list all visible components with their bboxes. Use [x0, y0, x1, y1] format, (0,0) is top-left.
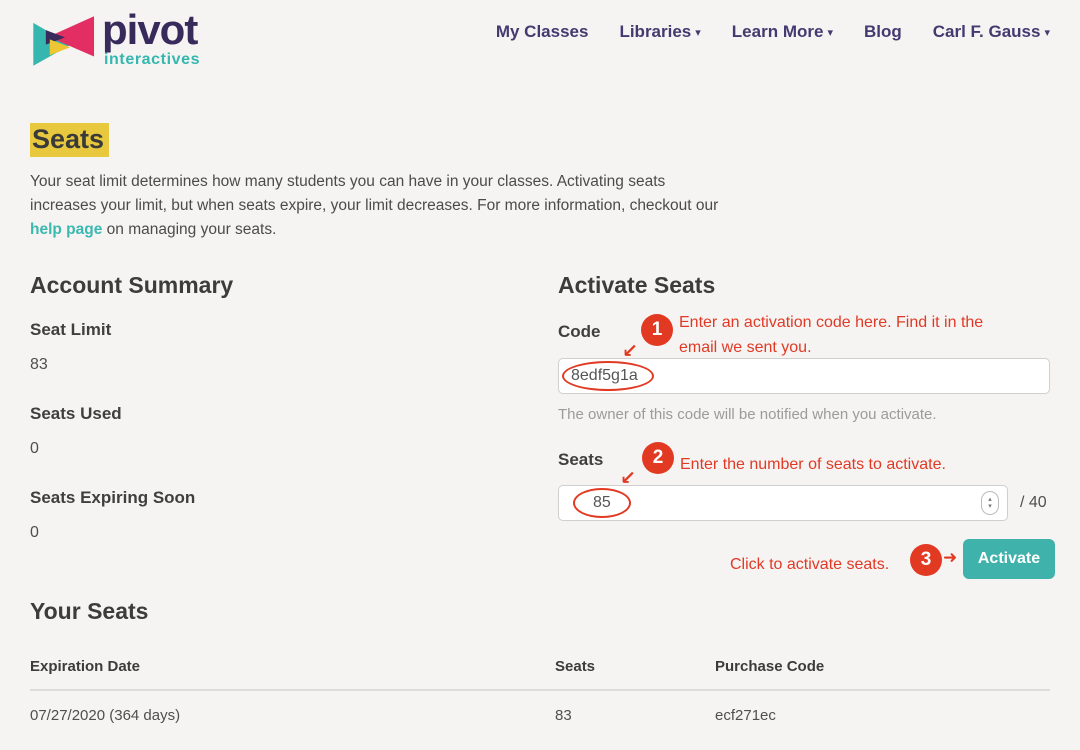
col-expiration-date: Expiration Date — [30, 658, 141, 675]
pivot-logo[interactable] — [30, 6, 201, 70]
seats-used-label: Seats Used — [30, 404, 122, 423]
chevron-down-icon: ▾ — [827, 26, 833, 39]
table-row — [30, 691, 1050, 740]
top-header — [0, 0, 1080, 84]
brand-subtitle: interactives — [104, 50, 201, 68]
annotation-circle-3: 3 — [910, 544, 942, 576]
activate-seats-section — [558, 270, 1058, 600]
seats-expiring-soon-value: 0 — [30, 524, 39, 541]
seats-number-input[interactable] — [558, 485, 1008, 521]
page-title-highlight: Seats — [30, 123, 109, 157]
code-label: Code — [558, 322, 601, 341]
seats-expiring-soon-label: Seats Expiring Soon — [30, 488, 196, 507]
nav-my-classes[interactable] — [496, 22, 589, 42]
intro-paragraph — [30, 170, 730, 242]
activate-seats-title: Activate Seats — [558, 272, 716, 298]
col-purchase-code: Purchase Code — [715, 658, 825, 675]
nav-learn-more[interactable] — [732, 22, 833, 42]
nav-libraries-label: Libraries — [619, 22, 692, 41]
brand-name: pivot — [102, 6, 198, 53]
seat-limit-value: 83 — [30, 356, 48, 373]
annotation-arrow-3-icon: ➜ — [943, 548, 958, 568]
seats-table-header — [30, 650, 1050, 691]
seats-max-label: / 40 — [1020, 494, 1047, 511]
pivot-logo-text — [102, 6, 201, 68]
code-help-text: The owner of this code will be notified when you activate. — [558, 406, 937, 423]
intro-text-before: Your seat limit determines how many students you can have in your classes. Activating seats increases your limit, but when seats expire, your limit decreases. For more information, checkout our — [30, 173, 719, 214]
chevron-down-icon: ▾ — [695, 26, 701, 39]
seats-used-value: 0 — [30, 440, 39, 457]
your-seats-section — [30, 596, 1050, 740]
intro-text-after: on managing your seats. — [102, 221, 277, 238]
annotation-text-2: Enter the number of seats to activate. — [680, 456, 946, 473]
activation-code-input[interactable] — [558, 358, 1050, 394]
number-stepper[interactable] — [981, 491, 999, 515]
nav-libraries[interactable] — [619, 22, 700, 42]
account-summary-title: Account Summary — [30, 272, 234, 298]
annotation-arrow-2-icon: ↙ — [620, 467, 636, 489]
nav-user-menu[interactable] — [933, 22, 1050, 42]
your-seats-title: Your Seats — [30, 598, 149, 624]
nav-blog[interactable] — [864, 22, 902, 42]
nav-learn-more-label: Learn More — [731, 22, 824, 41]
row-seats: 83 — [555, 707, 572, 724]
row-expiration-date: 07/27/2020 (364 days) — [30, 707, 181, 724]
stepper-up-icon[interactable]: ▴ — [988, 495, 992, 503]
stepper-down-icon[interactable]: ▾ — [988, 502, 992, 510]
annotation-text-3: Click to activate seats. — [730, 556, 890, 573]
nav-my-classes-label: My Classes — [495, 22, 589, 41]
annotation-circle-2: 2 — [642, 442, 674, 474]
annotation-arrow-1-icon: ↙ — [622, 340, 638, 362]
nav-blog-label: Blog — [863, 22, 902, 41]
seat-limit-label: Seat Limit — [30, 320, 112, 339]
annotation-text-1: Enter an activation code here. Find it in the email we sent you. — [679, 314, 984, 356]
page-title — [30, 124, 109, 155]
chevron-down-icon: ▾ — [1044, 26, 1050, 39]
help-page-link[interactable]: help page — [30, 221, 103, 238]
row-purchase-code: ecf271ec — [715, 707, 776, 724]
seats-table — [30, 650, 1050, 740]
seats-label: Seats — [558, 450, 604, 469]
main-nav — [496, 22, 1050, 42]
pivot-logo-icon — [30, 12, 96, 70]
annotation-circle-1: 1 — [641, 314, 673, 346]
activate-button[interactable]: Activate — [963, 539, 1055, 579]
nav-user-name: Carl F. Gauss — [932, 22, 1041, 41]
col-seats: Seats — [555, 658, 596, 675]
